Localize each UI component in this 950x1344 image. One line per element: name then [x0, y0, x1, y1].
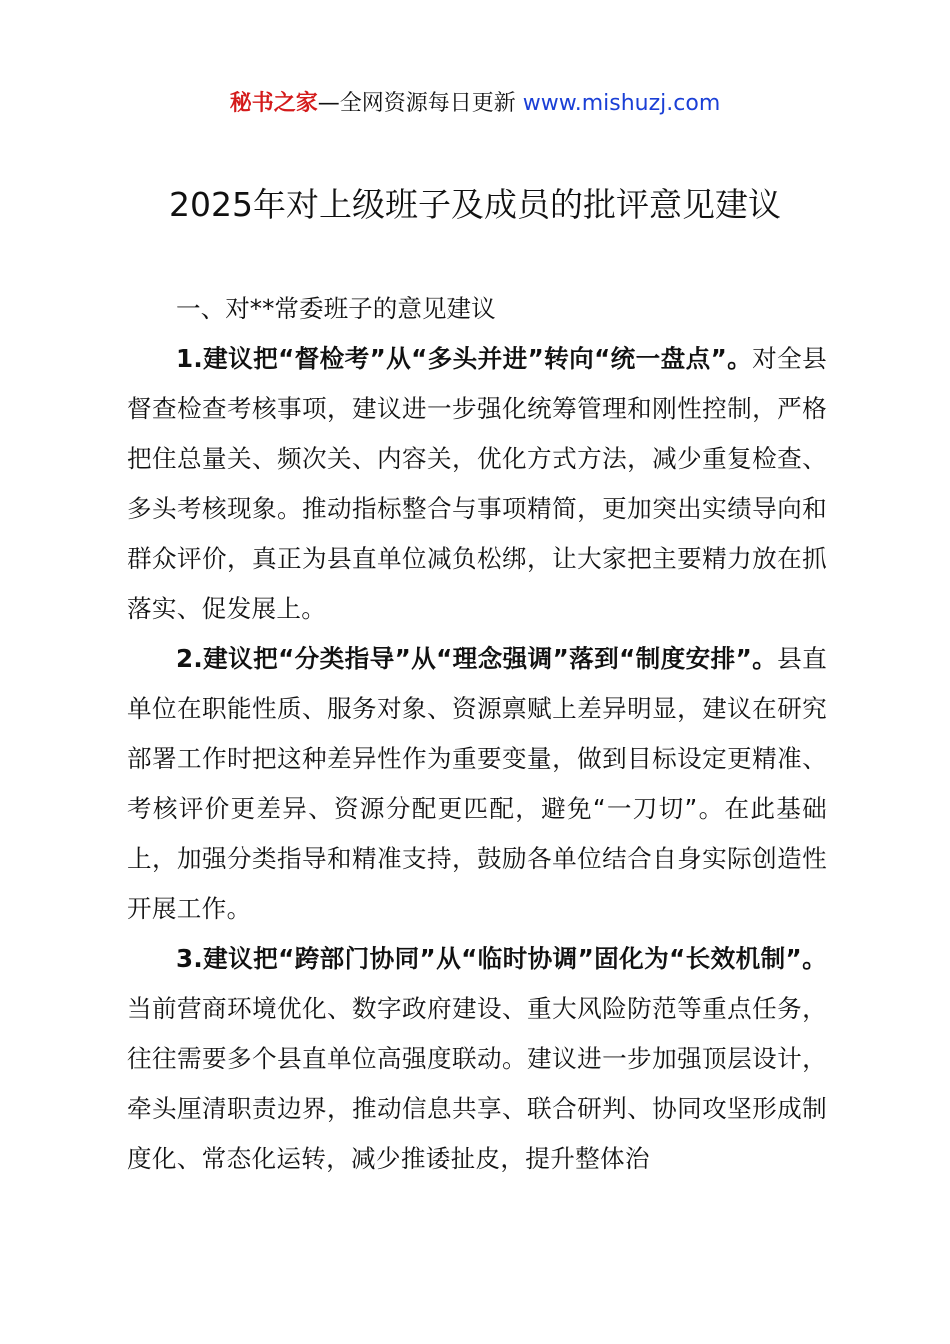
header-tagline: —全网资源每日更新	[317, 91, 516, 116]
paragraph-2-lead: 2.建议把“分类指导”从“理念强调”落到“制度安排”。	[176, 644, 778, 673]
paragraph-2-body: 县直单位在职能性质、服务对象、资源禀赋上差异明显，建议在研究部署工作时把这种差异性作为重要变量，做到目标设定更精准、考核评价更差异、资源分配更匹配，避免“一刀切”。在此基础上，加强分类指导和精准支持，鼓励各单位结合自身实际创造性开展工作。	[127, 644, 827, 923]
paragraph-1-lead: 1.建议把“督检考”从“多头并进”转向“统一盘点”。	[176, 344, 753, 373]
paragraph-3-body: 当前营商环境优化、数字政府建设、重大风险防范等重点任务，往往需要多个县直单位高强度联动。建议进一步加强顶层设计，牵头厘清职责边界，推动信息共享、联合研判、协同攻坚形成制度化、常态化运转，减少推诿扯皮，提升整体治	[127, 994, 827, 1173]
document-body	[127, 284, 827, 1184]
section-heading: 一、对**常委班子的意见建议	[176, 294, 496, 323]
paragraph-1-body: 对全县督查检查考核事项，建议进一步强化统筹管理和刚性控制，严格把住总量关、频次关、内容关，优化方式方法，减少重复检查、多头考核现象。推动指标整合与事项精简，更加突出实绩导向和群众评价，真正为县直单位减负松绑，让大家把主要精力放在抓落实、促发展上。	[127, 344, 827, 623]
site-header	[0, 88, 950, 120]
paragraph-3	[127, 934, 827, 1184]
document-title: 2025年对上级班子及成员的批评意见建议	[169, 185, 781, 224]
paragraph-3-lead: 3.建议把“跨部门协同”从“临时协调”固化为“长效机制”。	[176, 944, 827, 973]
paragraph-1	[127, 334, 827, 634]
site-url-link[interactable]: www.mishuzj.com	[522, 91, 721, 116]
brand-name: 秘书之家	[229, 91, 318, 116]
paragraph-2	[127, 634, 827, 934]
